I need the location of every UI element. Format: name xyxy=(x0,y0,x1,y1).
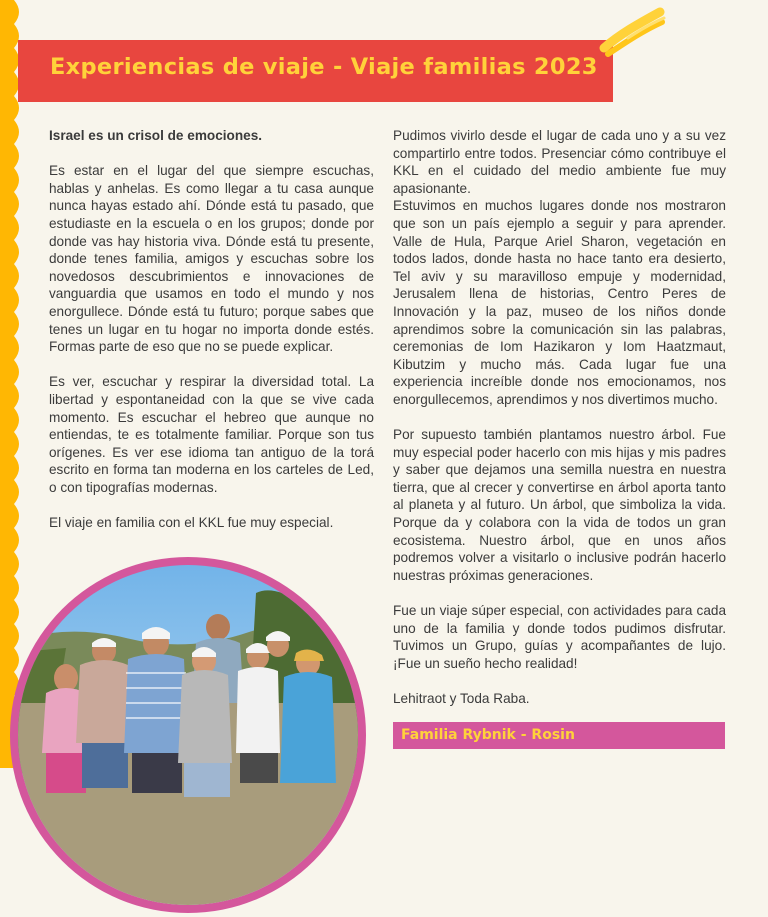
right-text-column xyxy=(393,127,726,708)
paragraph: El viaje en familia con el KKL fue muy especial. xyxy=(49,515,334,531)
left-text-column xyxy=(49,127,374,532)
lead-sentence: Israel es un crisol de emociones. xyxy=(49,128,263,143)
paragraph: Es ver, escuchar y respirar la diversidad total. La libertad y espontaneidad con la que se vive cada momento. Es escuchar el hebreo que aunque no entiendas, te es totalmente familiar. Porque son tus orígenes. Es ver ese idioma tan antiguo de la torá escrito en forma tan moderna en los carteles de Led, o con tipografías modernas. xyxy=(49,374,374,495)
paragraph: Por supuesto también plantamos nuestro árbol. Fue muy especial poder hacerlo con mis hijas y mis padres y saber que dejamos una semilla nuestra en nuestra tierra, que al crecer y convertirse en árbol aporta tanto al planeta y al futuro. Un árbol, que simboliza la vida. Porque da y colabora con la vida de todos un gran ecosistema. Nuestro árbol, que en unos años podremos volver a visitarlo o inclusive podrán hacerlo nuestras próximas generaciones. xyxy=(393,427,726,583)
signature-text: Familia Rybnik - Rosin xyxy=(401,727,575,743)
brush-stroke-decoration xyxy=(598,4,668,60)
closing-line: Lehitraot y Toda Raba. xyxy=(393,691,530,706)
paragraph: Pudimos vivirlo desde el lugar de cada uno y a su vez compartirlo entre todos. Presenciar cómo contribuye el KKL en el cuidado del medio ambiente fue muy apasionante. xyxy=(393,128,726,196)
page-title: Experiencias de viaje - Viaje familias 2023 xyxy=(50,54,598,80)
title-banner xyxy=(18,40,613,102)
paragraph: Fue un viaje súper especial, con actividades para cada uno de la familia y donde todos pudimos disfrutar. Tuvimos un Grupo, guías y acompañantes de lujo. ¡Fue un sueño hecho realidad! xyxy=(393,603,726,671)
signature-bar xyxy=(393,722,725,749)
paragraph: Estuvimos en muchos lugares donde nos mostraron que son un país ejemplo a seguir y para aprender. Valle de Hula, Parque Ariel Sharon, vegetación en todos lados, donde hasta no hace tanto era desierto, Tel aviv y su maravilloso empuje y modernidad, Jerusalem llena de historias, Centro Peres de Innovación y la paz, museo de los niños donde aprendimos sobre la comunicación sin las palabras, ceremonias de Iom Hazikaron y Iom Haatzmaut, Kibutzim y mucho más. Cada lugar fue una experiencia increíble donde nos emocionamos, nos enorgullecemos, aprendimos y nos divertimos mucho. xyxy=(393,198,726,407)
family-photo xyxy=(6,553,370,917)
paragraph: Es estar en el lugar del que siempre escuchas, hablas y anhelas. Es como llegar a tu casa aunque nunca hayas estado ahí. Dónde está tu pasado, que estudiaste en la escuela o en los grupos; donde por donde vas hay historia viva. Dónde está tu presente, donde tenes familia, amigos y escuchas sobre los novedosos descubrimientos e innovaciones de vanguardia que usamos en todo el mundo y nos enorgullece. Dónde está tu futuro; porque sabes que tenes un lugar en tu hogar no importa donde estés. Formas parte de eso que no se puede explicar. xyxy=(49,163,374,355)
